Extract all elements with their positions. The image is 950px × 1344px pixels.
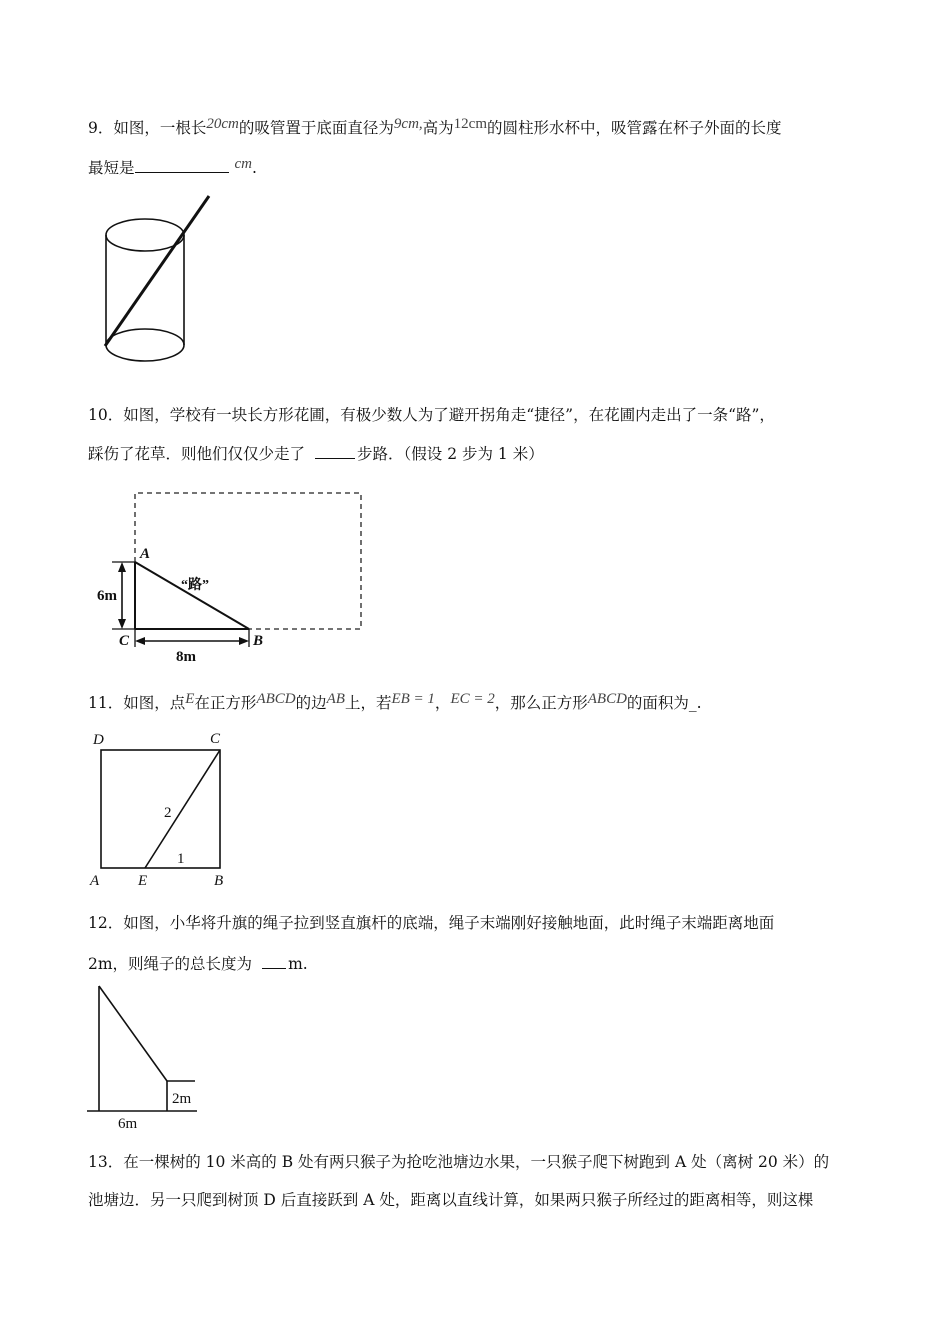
arrowhead-left: [135, 637, 145, 645]
rope: [99, 986, 167, 1081]
garden-dashed-boundary: [135, 493, 361, 629]
label-road: “路”: [181, 578, 209, 593]
square-abcd: [101, 750, 220, 868]
q11-square-figure: [88, 728, 238, 890]
label-width: 8m: [176, 649, 196, 665]
straw: [105, 196, 209, 346]
cylinder-bottom: [106, 329, 184, 361]
q11-math-ec: EC = 2: [450, 691, 495, 707]
q13-line-1: 13．在一棵树的 10 米高的 B 处有两只猴子为抢吃池塘边水果，一只猴子爬下树跑到 A 处（离树 20 米）的: [88, 1153, 830, 1171]
road-ab: [135, 562, 249, 629]
q12-flagpole-figure: [85, 980, 205, 1135]
q11-math-abcd: ABCD: [256, 691, 296, 707]
label-a: A: [140, 546, 151, 562]
label-height: 6m: [97, 588, 117, 604]
label-eb-length: 1: [177, 851, 185, 867]
label-e: E: [138, 873, 148, 889]
label-d: D: [93, 732, 104, 748]
q12-line-2: 2m，则绳子的总长度为 m.: [88, 955, 308, 973]
arrowhead-right: [239, 637, 249, 645]
label-c: C: [210, 731, 221, 747]
q11-math-abcd-2: ABCD: [587, 691, 627, 707]
label-a: A: [90, 873, 100, 889]
q12-answer-blank[interactable]: [262, 953, 286, 969]
q10-answer-blank[interactable]: [315, 443, 355, 459]
q9-math-length: 20cm: [206, 116, 239, 132]
q9-line-2: 最短是 cm.: [88, 156, 257, 177]
q9-unit: cm: [234, 156, 253, 172]
label-c: C: [119, 633, 130, 649]
q9-line-1: 9．如图，一根长20cm的吸管置于底面直径为9cm,高为12cm的圆柱形水杯中，吸管露在杯子外面的长度: [88, 116, 782, 137]
q10-line-2: 踩伤了花草．则他们仅仅少走了 步路．（假设 2 步为 1 米）: [88, 445, 544, 463]
label-width: 6m: [118, 1116, 138, 1132]
label-b: B: [253, 633, 264, 649]
q11-math-eb: EB = 1: [391, 691, 435, 707]
q10-garden-figure: [95, 485, 375, 665]
label-height: 2m: [172, 1091, 192, 1107]
cylinder-top: [106, 219, 184, 251]
q9-math-diameter: 9cm,: [393, 116, 423, 132]
q10-line-1: 10．如图，学校有一块长方形花圃，有极少数人为了避开拐角走“捷径”，在花圃内走出了一条“路”，: [88, 406, 775, 424]
q11-math-ab: AB: [326, 691, 345, 707]
q9-cylinder-figure: [95, 190, 225, 365]
arrowhead-down: [118, 619, 126, 629]
label-ec-length: 2: [164, 805, 172, 821]
arrowhead-up: [118, 562, 126, 572]
q13-line-2: 池塘边．另一只爬到树顶 D 后直接跃到 A 处，距离以直线计算，如果两只猴子所经过的距离相等，则这棵: [88, 1191, 814, 1209]
q12-line-1: 12．如图，小华将升旗的绳子拉到竖直旗杆的底端，绳子末端刚好接触地面，此时绳子末端距离地面: [88, 914, 775, 932]
q11-line-1: 11．如图，点E在正方形ABCD的边AB上，若EB = 1，EC = 2，那么正方形ABCD的面积为_.: [88, 691, 702, 712]
q11-math-e: E: [185, 691, 195, 707]
q9-math-height: 12cm: [453, 116, 487, 132]
label-b: B: [214, 873, 224, 889]
q9-answer-blank[interactable]: [135, 157, 229, 173]
